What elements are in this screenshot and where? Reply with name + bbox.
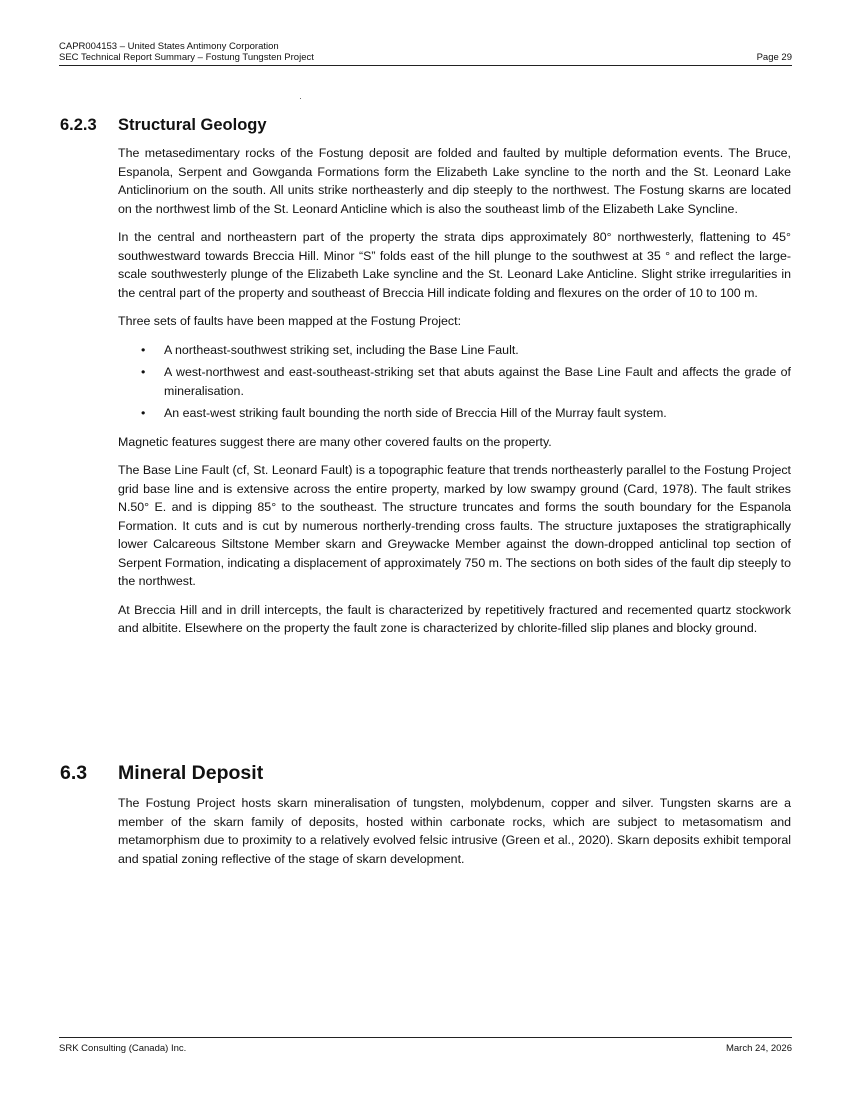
section-title: Mineral Deposit [118,762,264,784]
footer-date: March 24, 2026 [725,1043,792,1054]
header-company-line: CAPR004153 – United States Antimony Corporation [59,41,279,52]
paragraph: In the central and northeastern part of the property the strata dips approximately 80° northwesterly, flattening to 45° southwestward towards Breccia Hill. Minor “S” folds east of the hill plunge to the southwest at 35 ° and reflect the large-scale southwesterly plunge of the Elizabeth Lake syncline and the St. Leonard Lake Anticline. Slight strike irregularities in the central part of the property and southeast of Breccia Hill indicate folding and flexures on the order of 10 to 100 m. [118,230,791,300]
fault-sets-list [118,341,791,423]
page-number: Page 29 [756,52,792,63]
list-item: • An east-west striking fault bounding the north side of Breccia Hill of the Murray fault system. [118,404,791,423]
list-item: • A northeast-southwest striking set, including the Base Line Fault. [118,341,791,360]
header-report-line: SEC Technical Report Summary – Fostung Tungsten Project [59,52,314,63]
paragraph: The metasedimentary rocks of the Fostung deposit are folded and faulted by multiple deformation events. The Bruce, Espanola, Serpent and Gowganda Formations form the Elizabeth Lake syncline to the north and the St. Leonard Lake Anticlinorium on the south. All units strike northeasterly and dip steeply to the northwest. The Fostung skarns are located on the northwest limb of the St. Leonard Anticline which is also the southeast limb of the Elizabeth Lake Syncline. [118,146,791,216]
footer-divider [59,1037,792,1038]
header-divider [59,65,792,66]
page-header [59,41,792,63]
page-footer [59,1043,792,1054]
paragraph: The Base Line Fault (cf, St. Leonard Fault) is a topographic feature that trends northeasterly parallel to the Fostung Project grid base line and is extensive across the entire property, marked by low swampy ground (Card, 1978). The fault strikes N.50° E. and is dipping 85° to the southeast. The structure truncates and forms the south boundary for the Espanola Formation. It cuts and is cut by numerous northerly-trending cross faults. The structure juxtaposes the stratigraphically lower Calcareous Siltstone Member skarn and Greywacke Member against the down-dropped anticlinal top section of Serpent Formation, indicating a displacement of approximately 750 m. The sections on both sides of the fault dip steeply to the northwest. [118,463,791,588]
section-6-2-3-heading [60,116,267,135]
stray-mark [300,98,301,99]
footer-company: SRK Consulting (Canada) Inc. [59,1043,187,1054]
paragraph: Magnetic features suggest there are many other covered faults on the property. [118,434,552,449]
paragraph: At Breccia Hill and in drill intercepts, the fault is characterized by repetitively fractured and recemented quartz stockwork and albitite. Elsewhere on the property the fault zone is characterized by chlorite-filled slip planes and blocky ground. [118,602,791,635]
paragraph: The Fostung Project hosts skarn mineralisation of tungsten, molybdenum, copper and silver. Tungsten skarns are a member of the skarn family of deposits, hosted within carbonate rocks, which are subject to metasomatism and metamorphism due to proximity to a relatively evolved felsic intrusive (Green et al., 2020). Skarn deposits exhibit temporal and spatial zoning reflective of the stage of skarn development. [118,796,791,866]
section-6-2-3-body [118,144,791,648]
section-number: 6.3 [60,762,88,784]
paragraph: Three sets of faults have been mapped at the Fostung Project: [118,314,462,328]
section-6-3-heading [60,762,263,785]
section-number: 6.2.3 [60,116,97,134]
section-title: Structural Geology [118,116,267,134]
list-item: • A west-northwest and east-southeast-striking set that abuts against the Base Line Fault and affects the grade of mineralisation. [118,363,791,400]
section-6-3-body [118,794,791,878]
